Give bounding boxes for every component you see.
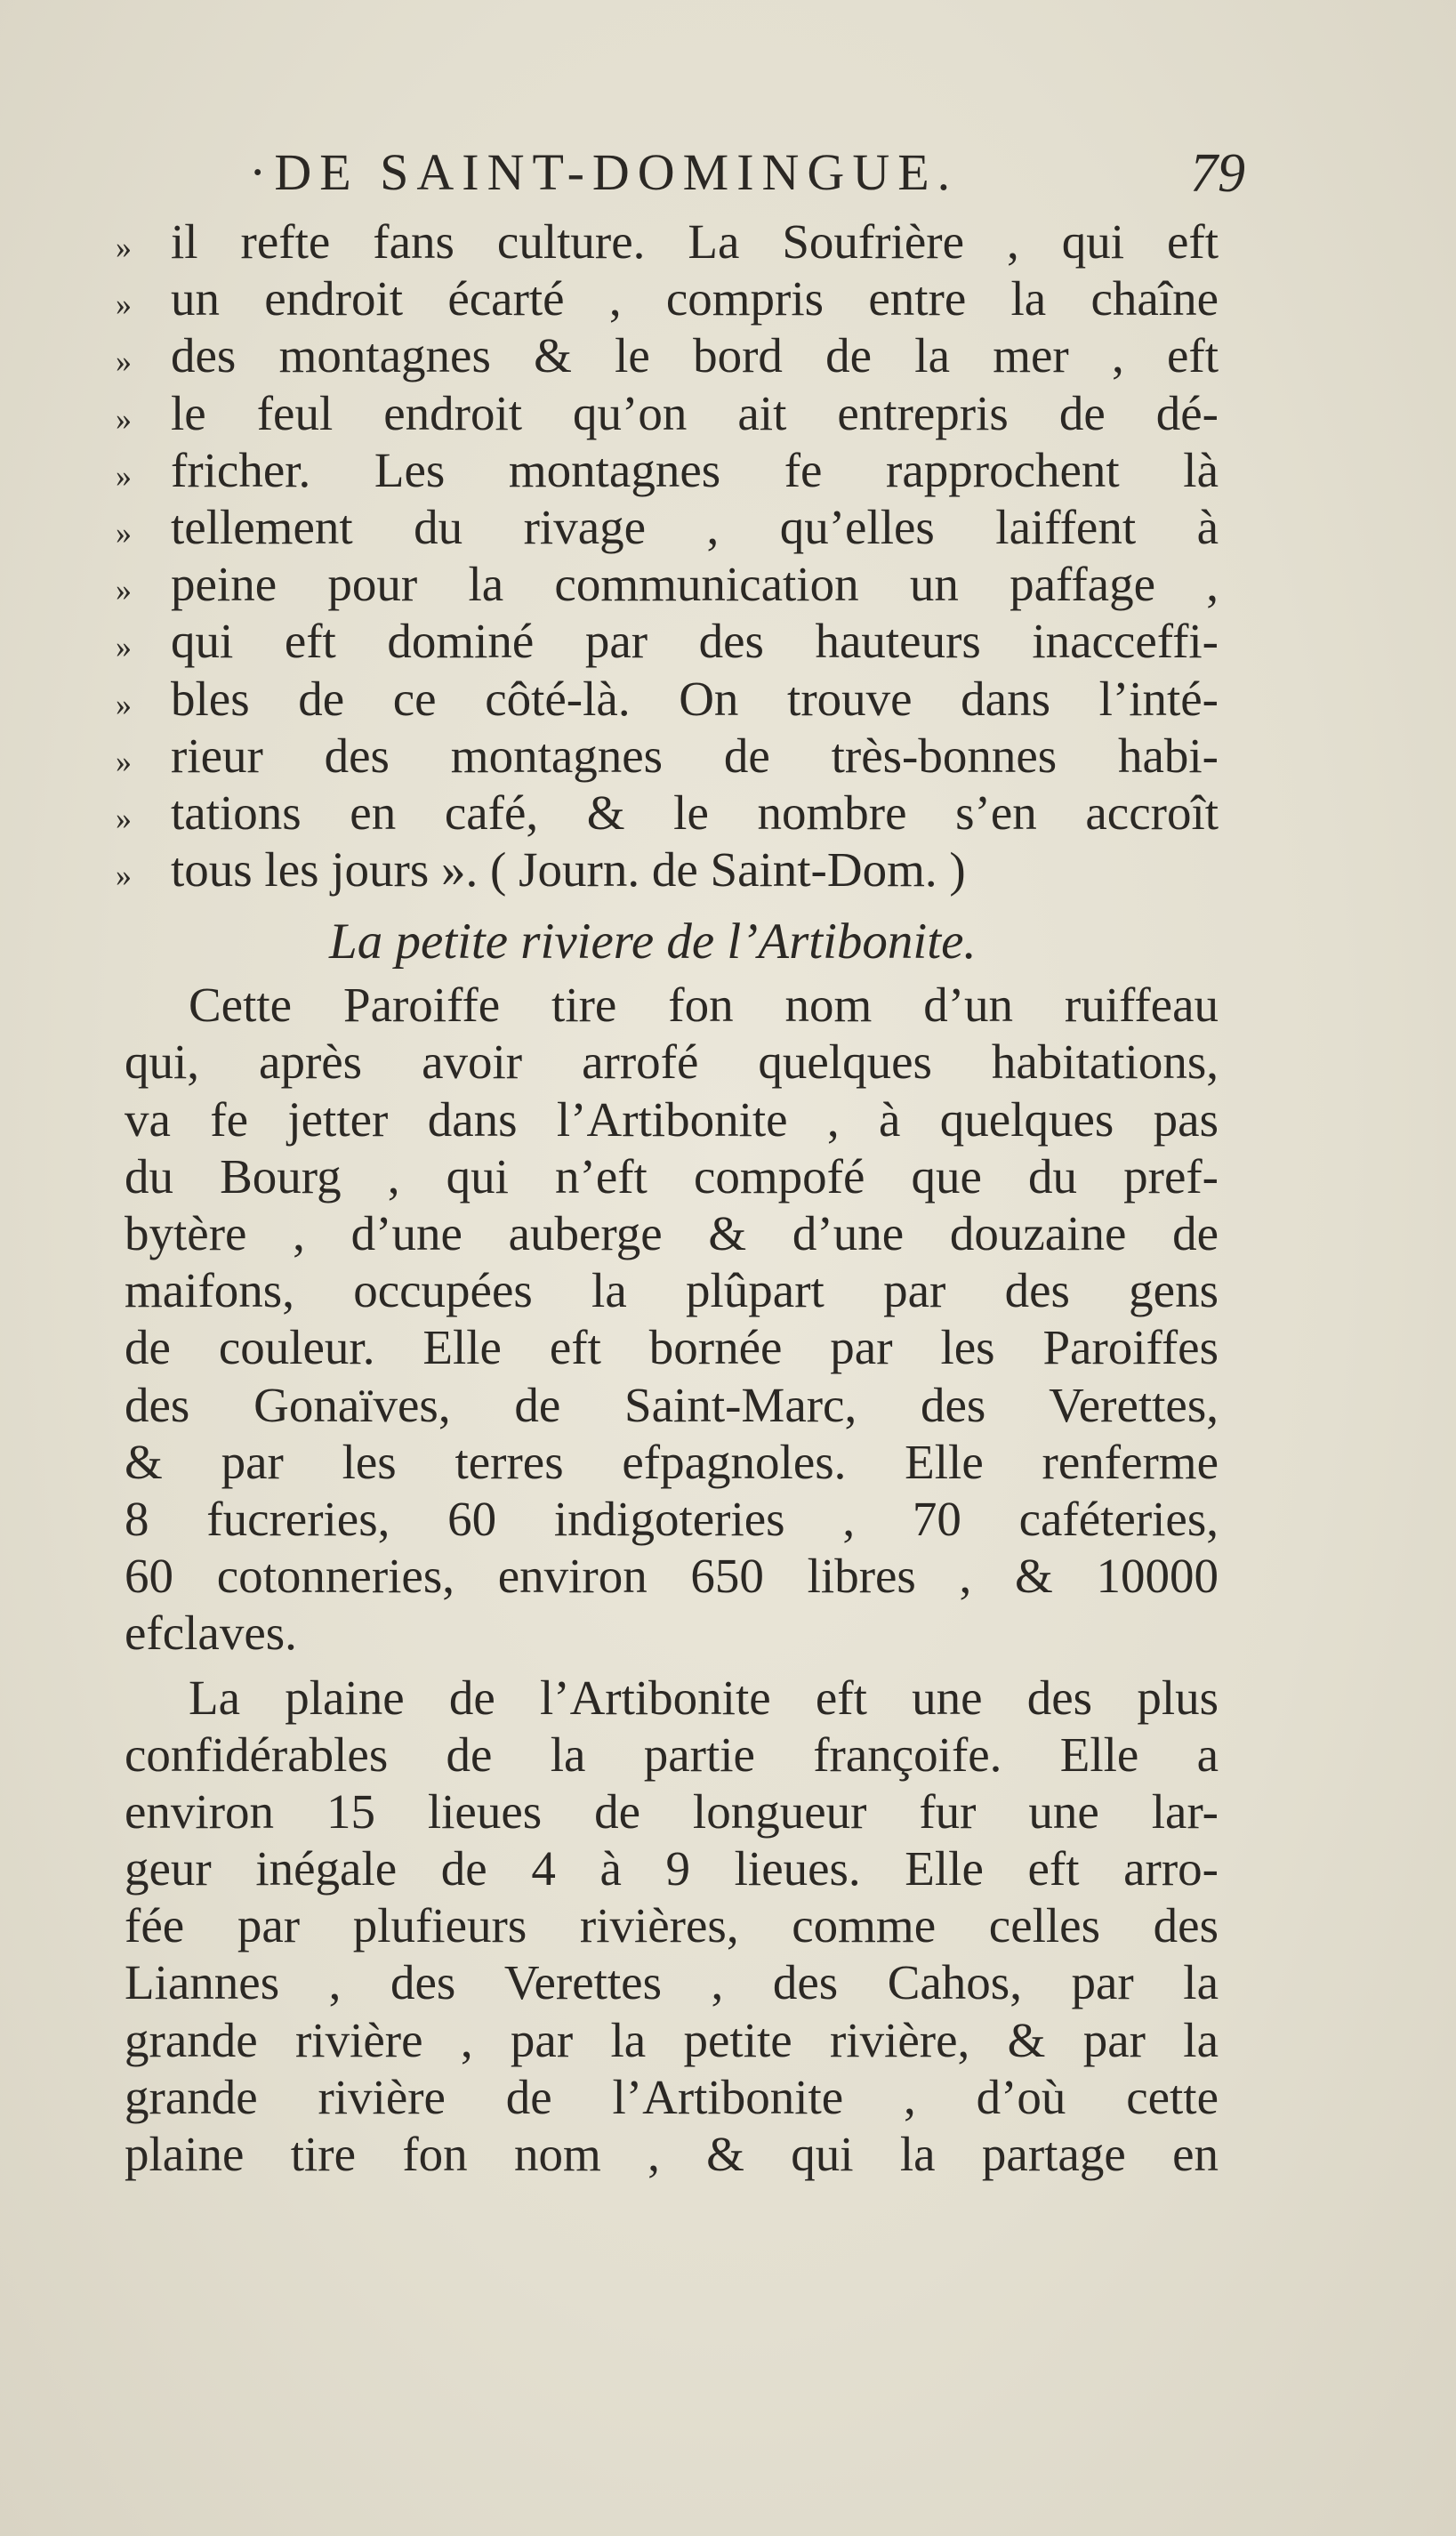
paragraph-line bbox=[125, 2069, 1219, 2126]
quoted-line bbox=[116, 613, 1219, 670]
quoted-line bbox=[116, 327, 1219, 384]
line-text: fricher. Les montagnes fe rapprochent là bbox=[171, 442, 1219, 497]
page-number: 79 bbox=[1190, 143, 1245, 204]
line-text: il refte fans culture. La Soufrière , qui eft bbox=[171, 214, 1219, 269]
line-text: qui eft dominé par des hauteurs inacceffi- bbox=[171, 614, 1219, 669]
line-text: de couleur. Elle eft bornée par les Paroiffes bbox=[125, 1320, 1219, 1375]
quote-mark: » bbox=[116, 572, 132, 608]
running-head: ·DE SAINT-DOMINGUE. bbox=[249, 143, 959, 201]
paragraph-line bbox=[125, 1091, 1219, 1148]
line-text: Liannes , des Verettes , des Cahos, par la bbox=[125, 1955, 1219, 2010]
line-text: bytère , d’une auberge & d’une douzaine de bbox=[125, 1206, 1219, 1260]
paragraph-line bbox=[125, 1148, 1219, 1205]
quote-mark: » bbox=[116, 457, 132, 494]
line-text: 60 cotonneries, environ 650 libres , & 10000 bbox=[125, 1549, 1219, 1604]
paragraph-line bbox=[125, 1954, 1219, 2011]
quoted-line bbox=[116, 556, 1219, 613]
line-text: des Gonaïves, de Saint-Marc, des Verettes, bbox=[125, 1377, 1219, 1432]
paragraph-2 bbox=[125, 1670, 1219, 2184]
body-text bbox=[116, 213, 1219, 2183]
quoted-line bbox=[116, 270, 1219, 327]
page-header bbox=[249, 142, 1245, 213]
quote-mark: » bbox=[116, 857, 132, 894]
line-text: peine pour la communication un paffage , bbox=[171, 557, 1219, 612]
paragraph-line bbox=[125, 1605, 1219, 1662]
line-text: 8 fucreries, 60 indigoteries , 70 caféteries, bbox=[125, 1491, 1219, 1546]
line-text: des montagnes & le bord de la mer , eft bbox=[171, 328, 1219, 383]
paragraph-line bbox=[125, 1840, 1219, 1897]
line-text: fée par plufieurs rivières, comme celles des bbox=[125, 1898, 1219, 1953]
paragraph-line bbox=[125, 1491, 1219, 1548]
quoted-line bbox=[116, 841, 1219, 898]
quoted-line bbox=[116, 671, 1219, 728]
line-text: un endroit écarté , compris entre la chaîne bbox=[171, 271, 1219, 326]
quoted-line bbox=[116, 385, 1219, 442]
line-text: Cette Paroiffe tire fon nom d’un ruiffeau bbox=[189, 978, 1219, 1033]
paragraph-line bbox=[125, 1434, 1219, 1491]
line-text: confidérables de la partie françoife. Elle a bbox=[125, 1727, 1219, 1782]
line-text: le feul endroit qu’on ait entrepris de dé- bbox=[171, 385, 1219, 440]
section-title: La petite riviere de l’Artibonite. bbox=[329, 914, 977, 970]
quote-mark: » bbox=[116, 343, 132, 380]
line-text: geur inégale de 4 à 9 lieues. Elle eft arro- bbox=[125, 1841, 1219, 1896]
line-text: environ 15 lieues de longueur fur une lar- bbox=[125, 1783, 1219, 1839]
paragraph-line bbox=[125, 2126, 1219, 2183]
paragraph-line bbox=[125, 1548, 1219, 1605]
paragraph-line bbox=[125, 977, 1219, 1034]
line-text: tellement du rivage , qu’elles laiffent à bbox=[171, 499, 1219, 554]
quote-mark: » bbox=[116, 686, 132, 722]
quoted-line bbox=[116, 499, 1219, 556]
quote-mark: » bbox=[116, 286, 132, 323]
line-text: va fe jetter dans l’Artibonite , à quelques pas bbox=[125, 1091, 1219, 1147]
quote-mark: » bbox=[116, 514, 132, 551]
quoted-line bbox=[116, 213, 1219, 270]
paragraph-line bbox=[125, 1319, 1219, 1376]
quoted-line bbox=[116, 785, 1219, 841]
line-text: efclaves. bbox=[125, 1606, 297, 1661]
paragraph-line bbox=[125, 1783, 1219, 1840]
line-text: & par les terres efpagnoles. Elle renferme bbox=[125, 1434, 1219, 1489]
paragraph-line bbox=[125, 1727, 1219, 1783]
quote-mark: » bbox=[116, 229, 132, 265]
quoted-line bbox=[116, 728, 1219, 785]
paragraph-line bbox=[125, 1262, 1219, 1319]
paragraph-line bbox=[125, 1377, 1219, 1434]
paragraph-line bbox=[125, 1897, 1219, 1954]
quote-mark: » bbox=[116, 800, 132, 836]
paragraph-line bbox=[125, 1205, 1219, 1262]
line-text: rieur des montagnes de très-bonnes habi- bbox=[171, 728, 1219, 783]
line-text: qui, après avoir arrofé quelques habitations, bbox=[125, 1035, 1219, 1090]
quoted-line bbox=[116, 442, 1219, 499]
line-text: grande rivière , par la petite rivière, & par la bbox=[125, 2012, 1219, 2067]
line-text: du Bourg , qui n’eft compofé que du pref- bbox=[125, 1148, 1219, 1204]
line-text: maifons, occupées la plûpart par des gens bbox=[125, 1263, 1219, 1318]
paragraph-line bbox=[125, 2012, 1219, 2069]
quote-mark: » bbox=[116, 629, 132, 665]
paragraph-line bbox=[125, 1670, 1219, 1727]
quote-mark: » bbox=[116, 743, 132, 779]
paragraph-gap bbox=[116, 1662, 1219, 1670]
line-text: La plaine de l’Artibonite eft une des plus bbox=[189, 1670, 1219, 1725]
line-text: tations en café, & le nombre s’en accroît bbox=[171, 785, 1219, 840]
quote-mark: » bbox=[116, 400, 132, 437]
paragraph-1 bbox=[125, 977, 1219, 1662]
line-text: tous les jours ». ( Journ. de Saint-Dom. ) bbox=[171, 842, 966, 898]
line-text: bles de ce côté-là. On trouve dans l’inté- bbox=[171, 671, 1219, 726]
line-text: grande rivière de l’Artibonite , d’où cette bbox=[125, 2069, 1219, 2124]
paragraph-line bbox=[125, 1034, 1219, 1091]
line-text: plaine tire fon nom , & qui la partage en bbox=[125, 2127, 1219, 2181]
